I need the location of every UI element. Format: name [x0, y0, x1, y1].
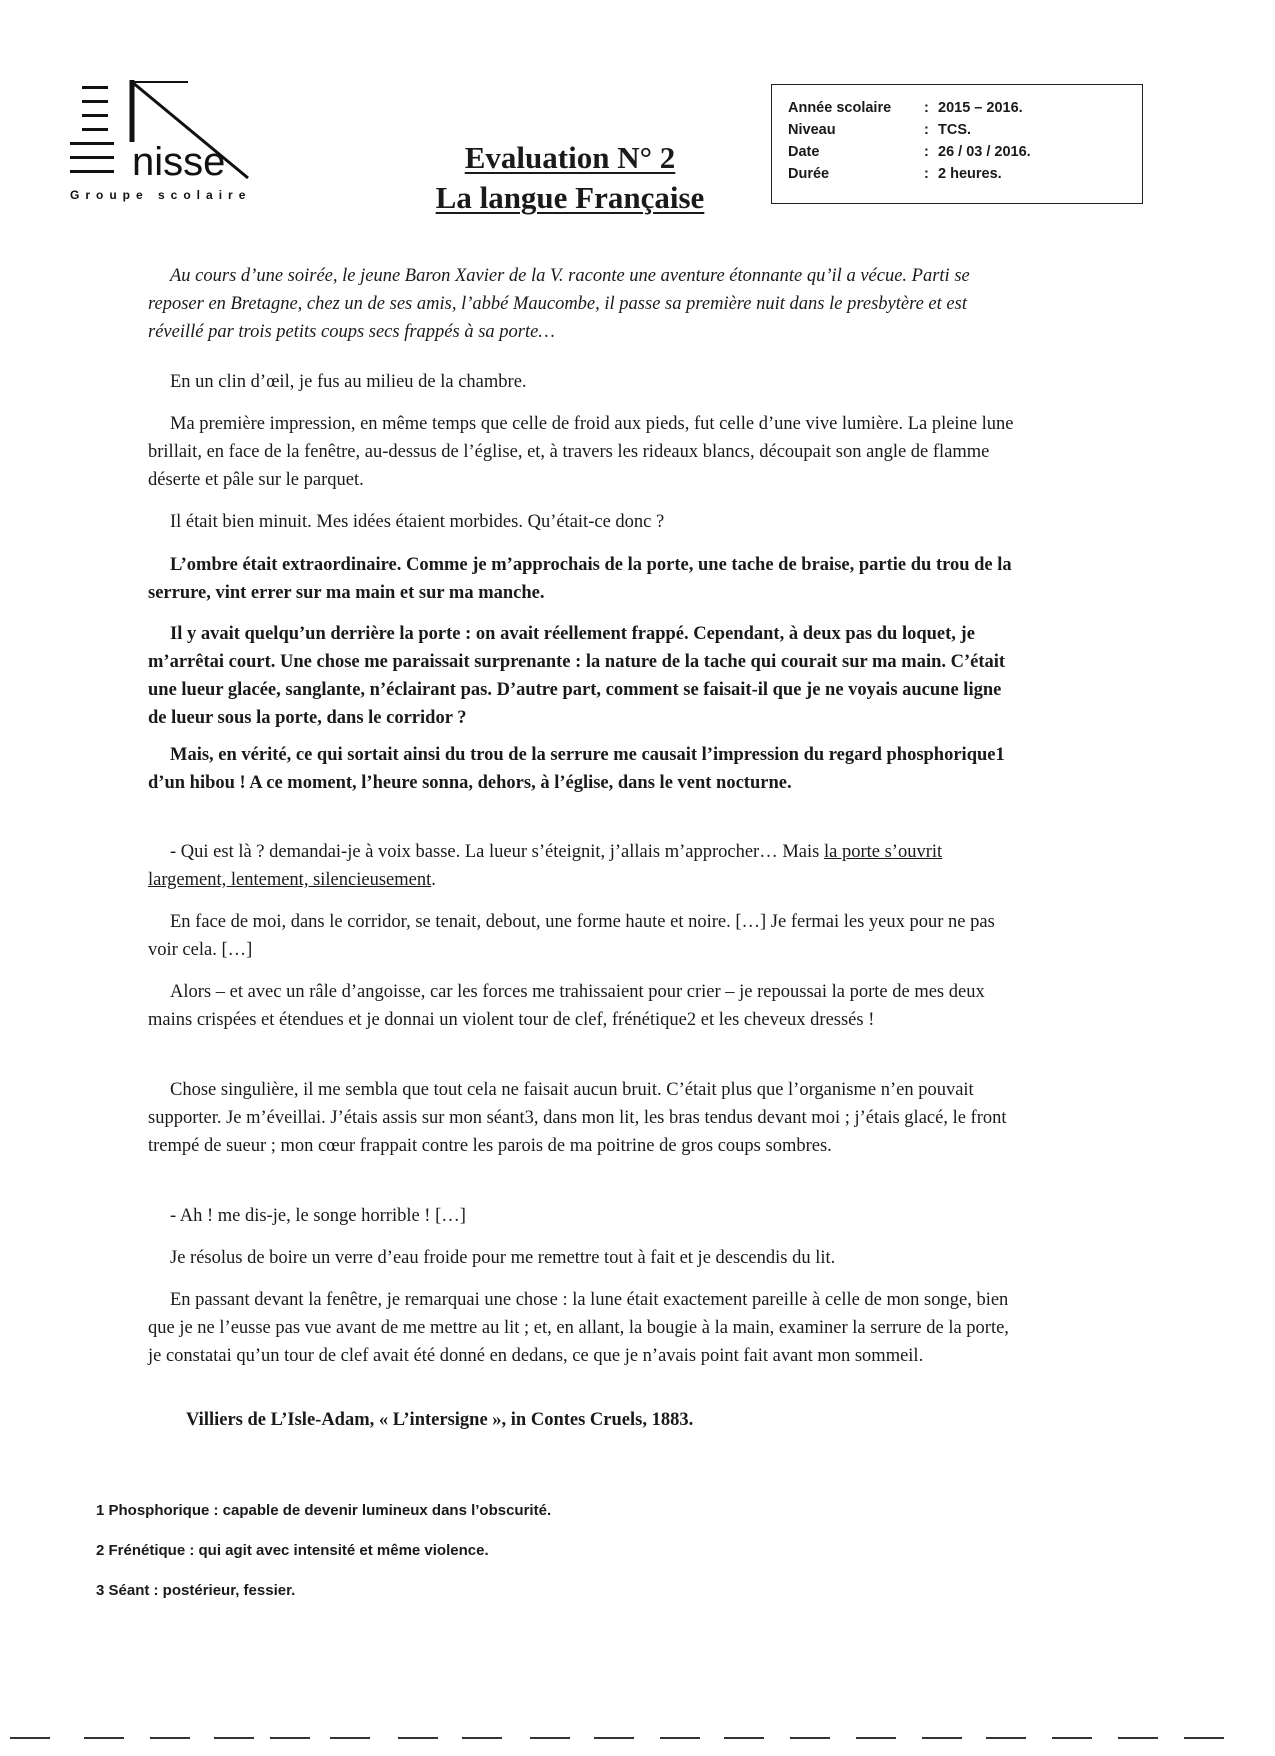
footnote-1: 1 Phosphorique : capable de devenir lumineux dans l’obscurité. [96, 1502, 552, 1519]
paragraph-7-end: . [431, 870, 436, 890]
info-label: Niveau [788, 122, 836, 138]
info-value: 2 heures. [938, 166, 1002, 182]
paragraph-7 [148, 838, 1018, 894]
paragraph-7-text: - Qui est là ? demandai-je à voix basse. La lueur s’éteignit, j’allais m’approcher… Mais [170, 842, 824, 862]
info-label: Durée [788, 166, 830, 182]
paragraph-2: Ma première impression, en même temps que celle de froid aux pieds, fut celle d’une vive lumière. La pleine lune brillait, en face de la fenêtre, au-dessus de l’église, et, à travers les rideaux blancs, découpait son angle de flamme déserte et pâle sur le parquet. [148, 414, 1014, 490]
paragraph-10: Chose singulière, il me sembla que tout cela ne faisait aucun bruit. C’était plus que l’organisme n’en pouvait supporter. Je m’éveillai. J’étais assis sur mon séant3, dans mon lit, les bras tendus devant moi ; j’étais glacé, le front trempé de sueur ; mon cœur frappait contre les parois de ma poitrine de gros coups sombres. [148, 1080, 1007, 1156]
paragraph-7-underlined: la porte s’ouvrit largement, lentement, silencieusement [148, 842, 943, 890]
info-value: TCS. [938, 122, 972, 138]
info-row-duration: Durée : 2 heures. [788, 163, 1142, 185]
school-logo [70, 80, 300, 200]
info-value: 26 / 03 / 2016. [938, 144, 1031, 160]
footnote-2: 2 Frénétique : qui agit avec intensité et même violence. [96, 1542, 489, 1559]
footnote-3: 3 Séant : postérieur, fessier. [96, 1582, 296, 1599]
logo-name: nisse [132, 140, 226, 184]
info-label: Année scolaire [788, 100, 892, 116]
paragraph-5: Il y avait quelqu’un derrière la porte : on avait réellement frappé. Cependant, à deux pas du loquet, je m’arrêtai court. Une chose me paraissait surprenante : la nature de la tache qui courait sur ma main. C’était une lueur glacée, sanglante, n’éclairant pas. D’autre part, comment se faisait-il que je ne voyais aucune ligne de lueur sous la porte, dans le corridor ? [148, 624, 1006, 728]
paragraph-1: En un clin d’œil, je fus au milieu de la chambre. [170, 372, 527, 392]
logo-subtitle: Groupe scolaire [70, 188, 252, 202]
paragraph-3: Il était bien minuit. Mes idées étaient morbides. Qu’était-ce donc ? [170, 512, 665, 532]
scan-edge-marks [0, 1737, 1275, 1741]
paragraph-11: - Ah ! me dis-je, le songe horrible ! […] [170, 1206, 466, 1226]
page-title [400, 138, 740, 218]
info-row-date: Date : 26 / 03 / 2016. [788, 141, 1142, 163]
paragraph-12: Je résolus de boire un verre d’eau froide pour me remettre tout à fait et je descendis du lit. [170, 1248, 836, 1268]
info-box [771, 84, 1143, 204]
info-row-level: Niveau : TCS. [788, 119, 1142, 141]
intro-paragraph: Au cours d’une soirée, le jeune Baron Xavier de la V. raconte une aventure étonnante qu’il a vécue. Parti se reposer en Bretagne, chez un de ses amis, l’abbé Maucombe, il passe sa première nuit dans le presbytère et est réveillé par trois petits coups secs frappés à sa porte… [148, 266, 970, 342]
paragraph-9: Alors – et avec un râle d’angoisse, car les forces me trahissaient pour crier – je repoussai la porte de mes deux mains crispées et étendues et je donnai un violent tour de clef, frénétique2 et les cheveux dressés ! [148, 982, 985, 1030]
info-row-year: Année scolaire : 2015 – 2016. [788, 97, 1142, 119]
paragraph-4: L’ombre était extraordinaire. Comme je m’approchais de la porte, une tache de braise, partie du trou de la serrure, vint errer sur ma main et sur ma manche. [148, 555, 1012, 603]
paragraph-13: En passant devant la fenêtre, je remarquai une chose : la lune était exactement pareille à celle de mon songe, bien que je ne l’eusse pas vue avant de me mettre au lit ; et, en allant, la bougie à la main, examiner la serrure de la porte, je constatai qu’un tour de clef avait été donné en dedans, ce que je n’avais point fait avant mon sommeil. [148, 1290, 1009, 1366]
paragraph-8: En face de moi, dans le corridor, se tenait, debout, une forme haute et noire. […] Je fermai les yeux pour ne pas voir cela. […] [148, 912, 995, 960]
source-citation: Villiers de L’Isle-Adam, « L’intersigne », in Contes Cruels, 1883. [186, 1410, 694, 1430]
info-label: Date [788, 144, 820, 160]
title-line-2: La langue Française [435, 180, 705, 215]
info-value: 2015 – 2016. [938, 100, 1023, 116]
title-line-1: Evaluation N° 2 [464, 140, 676, 175]
paragraph-6: Mais, en vérité, ce qui sortait ainsi du trou de la serrure me causait l’impression du regard phosphorique1 d’un hibou ! A ce moment, l’heure sonna, dehors, à l’église, dans le vent nocturne. [148, 745, 1005, 793]
